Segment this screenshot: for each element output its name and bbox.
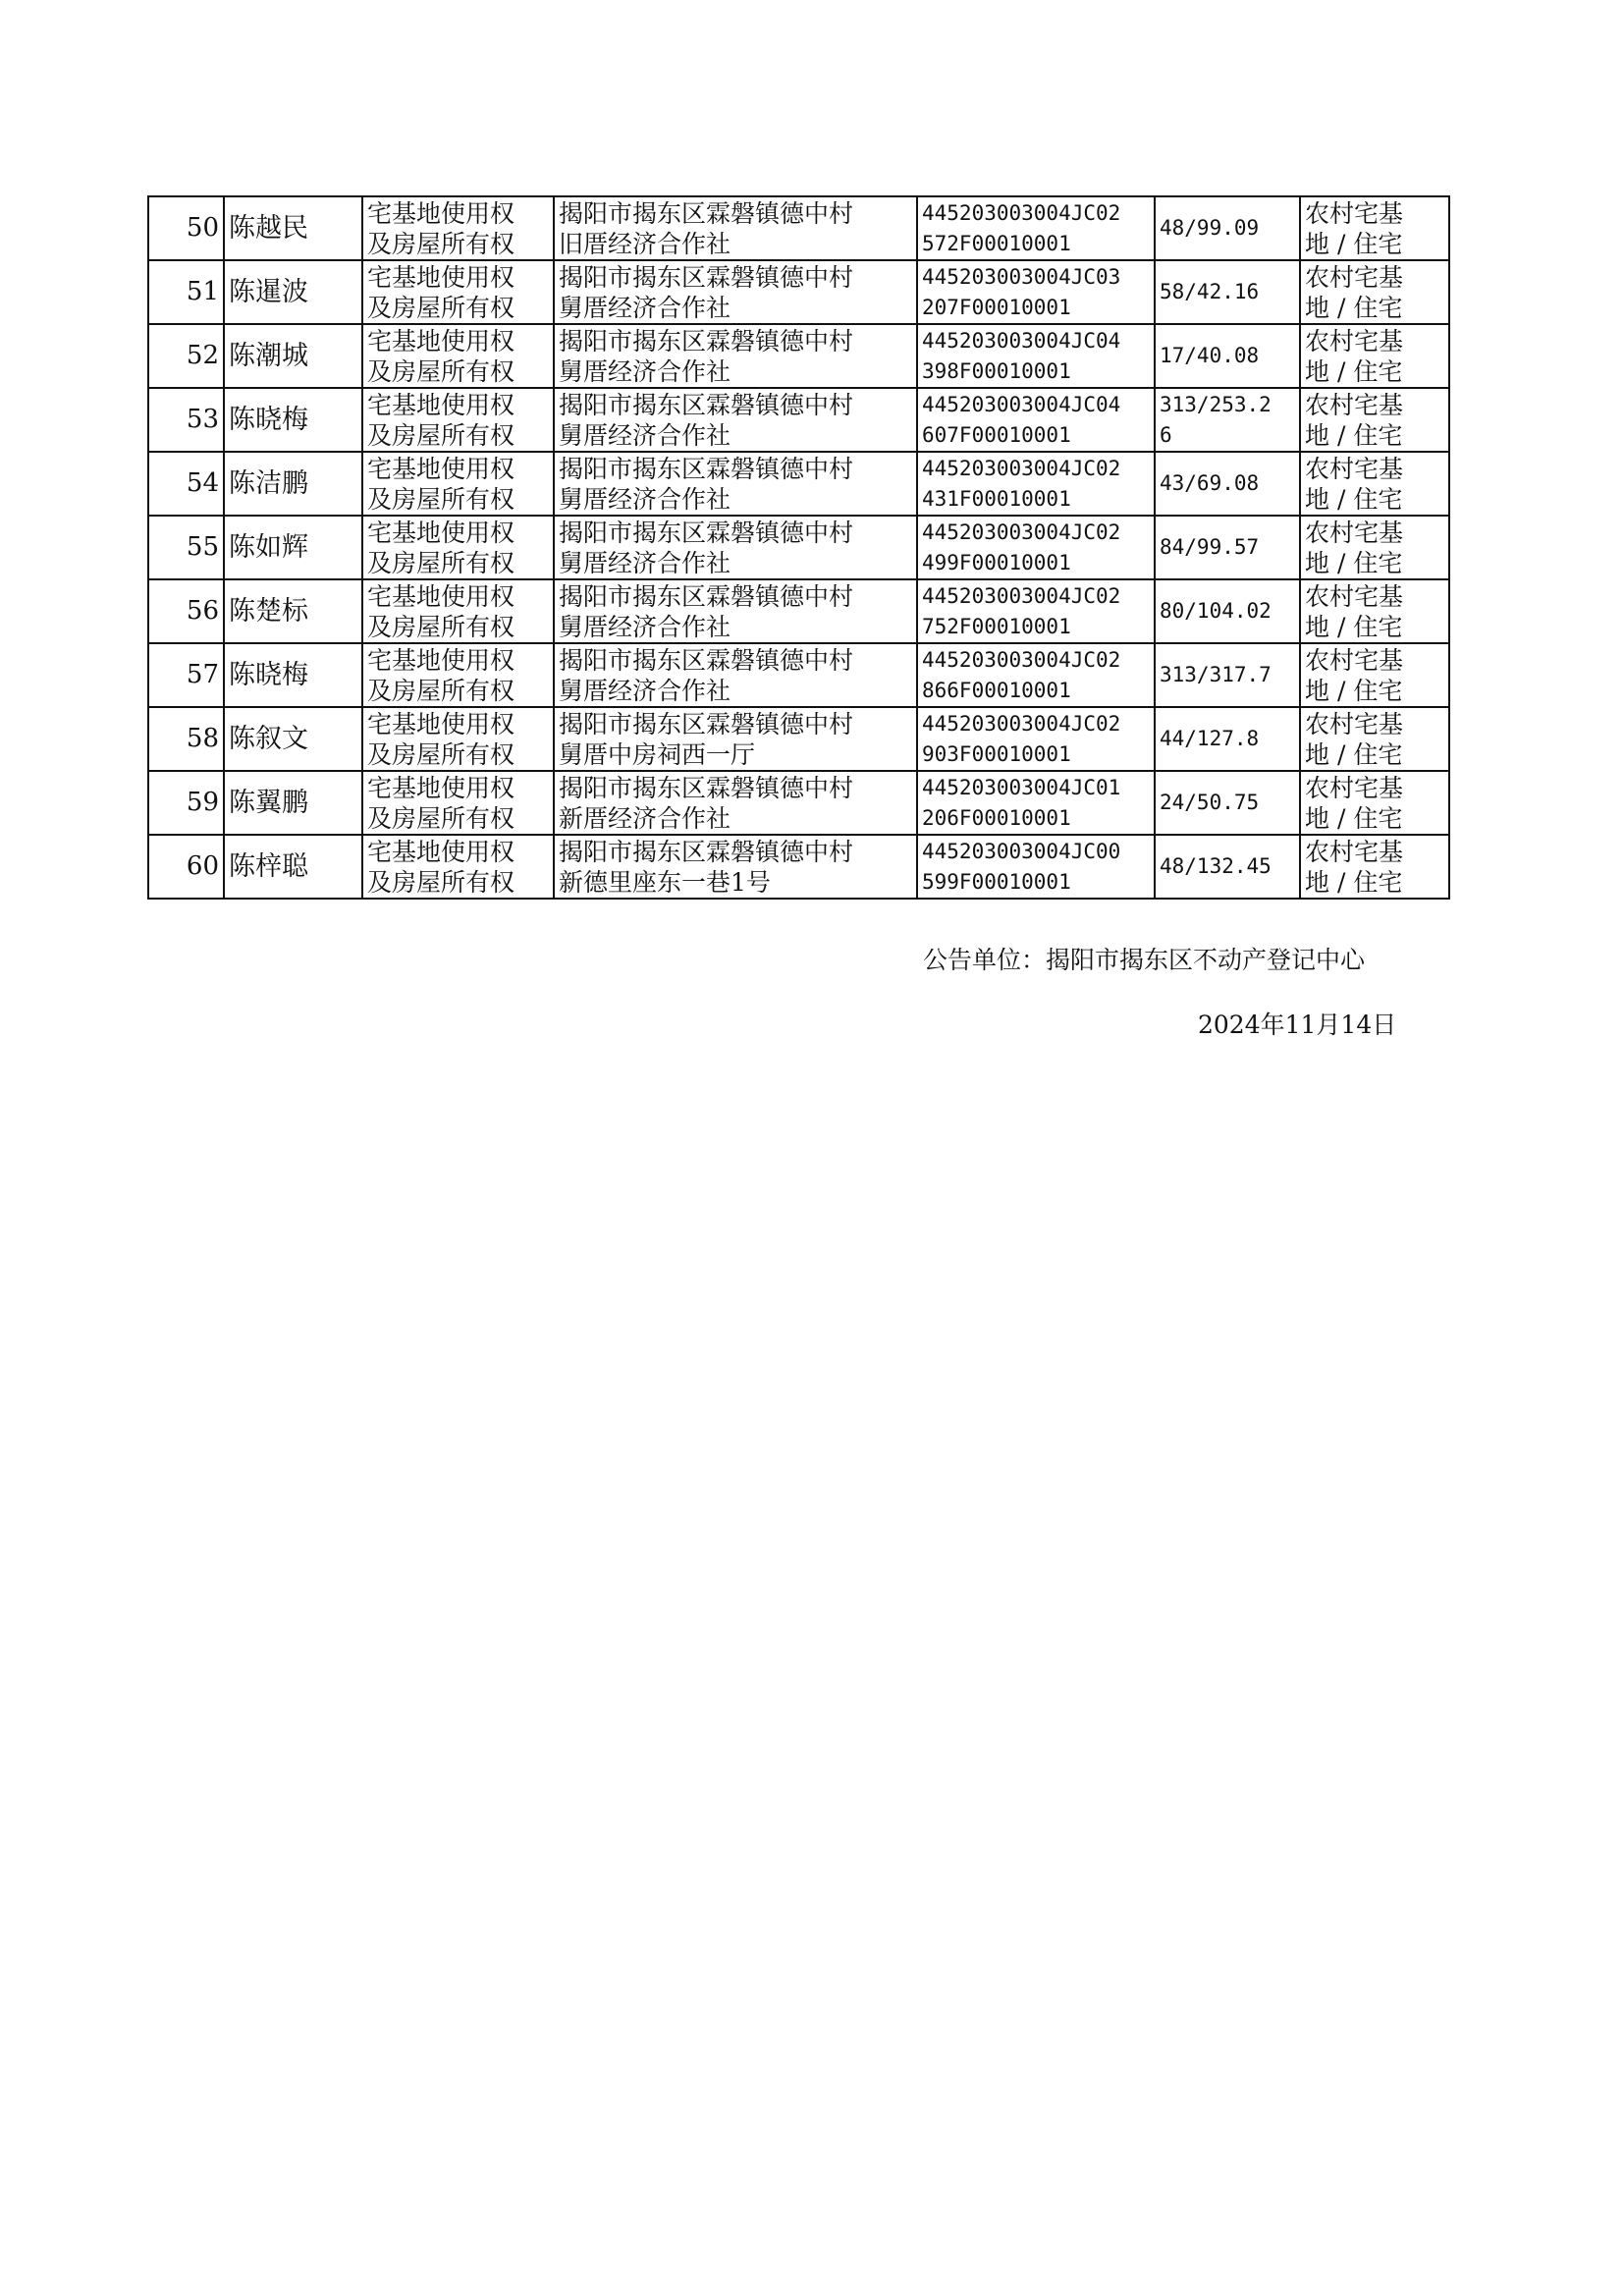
row-number-cell: 50 bbox=[148, 196, 224, 260]
area-value-cell: 48/132.45 bbox=[1155, 835, 1300, 899]
announcing-unit: 公告单位：揭阳市揭东区不动产登记中心 bbox=[923, 946, 1366, 974]
property-address-cell: 揭阳市揭东区霖磐镇德中村 舅厝中房祠西一厅 bbox=[554, 707, 917, 771]
area-value-cell: 313/317.7 bbox=[1155, 643, 1300, 707]
owner-name-cell: 陈晓梅 bbox=[224, 643, 362, 707]
area-value-cell: 17/40.08 bbox=[1155, 324, 1300, 388]
property-address-cell: 揭阳市揭东区霖磐镇德中村 舅厝经济合作社 bbox=[554, 452, 917, 516]
row-number-cell: 56 bbox=[148, 579, 224, 643]
right-type-cell: 宅基地使用权 及房屋所有权 bbox=[362, 516, 554, 579]
owner-name-cell: 陈晓梅 bbox=[224, 388, 362, 452]
property-address-cell: 揭阳市揭东区霖磐镇德中村 新德里座东一巷1号 bbox=[554, 835, 917, 899]
owner-name-cell: 陈翼鹏 bbox=[224, 771, 362, 835]
land-use-cell: 农村宅基 地 / 住宅 bbox=[1300, 579, 1449, 643]
right-type-cell: 宅基地使用权 及房屋所有权 bbox=[362, 388, 554, 452]
right-type-cell: 宅基地使用权 及房屋所有权 bbox=[362, 643, 554, 707]
area-value-cell: 58/42.16 bbox=[1155, 260, 1300, 324]
property-address-cell: 揭阳市揭东区霖磐镇德中村 旧厝经济合作社 bbox=[554, 196, 917, 260]
row-number-cell: 58 bbox=[148, 707, 224, 771]
table-row bbox=[148, 452, 1449, 516]
unit-number-cell: 445203003004JC00 599F00010001 bbox=[917, 835, 1155, 899]
area-value-cell: 24/50.75 bbox=[1155, 771, 1300, 835]
land-use-cell: 农村宅基 地 / 住宅 bbox=[1300, 388, 1449, 452]
unit-number-cell: 445203003004JC03 207F00010001 bbox=[917, 260, 1155, 324]
unit-number-cell: 445203003004JC02 866F00010001 bbox=[917, 643, 1155, 707]
right-type-cell: 宅基地使用权 及房屋所有权 bbox=[362, 579, 554, 643]
row-number-cell: 55 bbox=[148, 516, 224, 579]
area-value-cell: 48/99.09 bbox=[1155, 196, 1300, 260]
row-number-cell: 59 bbox=[148, 771, 224, 835]
area-value-cell: 313/253.2 6 bbox=[1155, 388, 1300, 452]
land-use-cell: 农村宅基 地 / 住宅 bbox=[1300, 835, 1449, 899]
unit-number-cell: 445203003004JC02 903F00010001 bbox=[917, 707, 1155, 771]
table-row bbox=[148, 196, 1449, 260]
land-use-cell: 农村宅基 地 / 住宅 bbox=[1300, 324, 1449, 388]
land-use-cell: 农村宅基 地 / 住宅 bbox=[1300, 707, 1449, 771]
owner-name-cell: 陈潮城 bbox=[224, 324, 362, 388]
land-use-cell: 农村宅基 地 / 住宅 bbox=[1300, 452, 1449, 516]
table-row bbox=[148, 579, 1449, 643]
table-row bbox=[148, 260, 1449, 324]
area-value-cell: 44/127.8 bbox=[1155, 707, 1300, 771]
unit-number-cell: 445203003004JC01 206F00010001 bbox=[917, 771, 1155, 835]
unit-number-cell: 445203003004JC02 431F00010001 bbox=[917, 452, 1155, 516]
table-row bbox=[148, 324, 1449, 388]
unit-number-cell: 445203003004JC04 607F00010001 bbox=[917, 388, 1155, 452]
right-type-cell: 宅基地使用权 及房屋所有权 bbox=[362, 260, 554, 324]
owner-name-cell: 陈如辉 bbox=[224, 516, 362, 579]
row-number-cell: 54 bbox=[148, 452, 224, 516]
table-row bbox=[148, 707, 1449, 771]
land-use-cell: 农村宅基 地 / 住宅 bbox=[1300, 643, 1449, 707]
area-value-cell: 84/99.57 bbox=[1155, 516, 1300, 579]
right-type-cell: 宅基地使用权 及房屋所有权 bbox=[362, 707, 554, 771]
table-row bbox=[148, 835, 1449, 899]
area-value-cell: 80/104.02 bbox=[1155, 579, 1300, 643]
unit-number-cell: 445203003004JC02 499F00010001 bbox=[917, 516, 1155, 579]
right-type-cell: 宅基地使用权 及房屋所有权 bbox=[362, 324, 554, 388]
row-number-cell: 52 bbox=[148, 324, 224, 388]
owner-name-cell: 陈越民 bbox=[224, 196, 362, 260]
right-type-cell: 宅基地使用权 及房屋所有权 bbox=[362, 196, 554, 260]
property-address-cell: 揭阳市揭东区霖磐镇德中村 舅厝经济合作社 bbox=[554, 516, 917, 579]
property-address-cell: 揭阳市揭东区霖磐镇德中村 新厝经济合作社 bbox=[554, 771, 917, 835]
row-number-cell: 57 bbox=[148, 643, 224, 707]
row-number-cell: 53 bbox=[148, 388, 224, 452]
property-address-cell: 揭阳市揭东区霖磐镇德中村 舅厝经济合作社 bbox=[554, 579, 917, 643]
unit-number-cell: 445203003004JC04 398F00010001 bbox=[917, 324, 1155, 388]
unit-number-cell: 445203003004JC02 752F00010001 bbox=[917, 579, 1155, 643]
right-type-cell: 宅基地使用权 及房屋所有权 bbox=[362, 452, 554, 516]
row-number-cell: 51 bbox=[148, 260, 224, 324]
land-use-cell: 农村宅基 地 / 住宅 bbox=[1300, 260, 1449, 324]
table-body bbox=[148, 196, 1449, 899]
owner-name-cell: 陈洁鹏 bbox=[224, 452, 362, 516]
owner-name-cell: 陈梓聪 bbox=[224, 835, 362, 899]
owner-name-cell: 陈叙文 bbox=[224, 707, 362, 771]
owner-name-cell: 陈暹波 bbox=[224, 260, 362, 324]
land-use-cell: 农村宅基 地 / 住宅 bbox=[1300, 196, 1449, 260]
table-row bbox=[148, 643, 1449, 707]
registration-table bbox=[147, 195, 1450, 900]
land-use-cell: 农村宅基 地 / 住宅 bbox=[1300, 516, 1449, 579]
property-address-cell: 揭阳市揭东区霖磐镇德中村 舅厝经济合作社 bbox=[554, 643, 917, 707]
unit-number-cell: 445203003004JC02 572F00010001 bbox=[917, 196, 1155, 260]
land-use-cell: 农村宅基 地 / 住宅 bbox=[1300, 771, 1449, 835]
property-address-cell: 揭阳市揭东区霖磐镇德中村 舅厝经济合作社 bbox=[554, 324, 917, 388]
table-row bbox=[148, 516, 1449, 579]
property-address-cell: 揭阳市揭东区霖磐镇德中村 舅厝经济合作社 bbox=[554, 388, 917, 452]
table-row bbox=[148, 388, 1449, 452]
area-value-cell: 43/69.08 bbox=[1155, 452, 1300, 516]
announcement-date: 2024年11月14日 bbox=[1198, 1011, 1397, 1039]
right-type-cell: 宅基地使用权 及房屋所有权 bbox=[362, 771, 554, 835]
row-number-cell: 60 bbox=[148, 835, 224, 899]
right-type-cell: 宅基地使用权 及房屋所有权 bbox=[362, 835, 554, 899]
property-address-cell: 揭阳市揭东区霖磐镇德中村 舅厝经济合作社 bbox=[554, 260, 917, 324]
owner-name-cell: 陈楚标 bbox=[224, 579, 362, 643]
table-row bbox=[148, 771, 1449, 835]
